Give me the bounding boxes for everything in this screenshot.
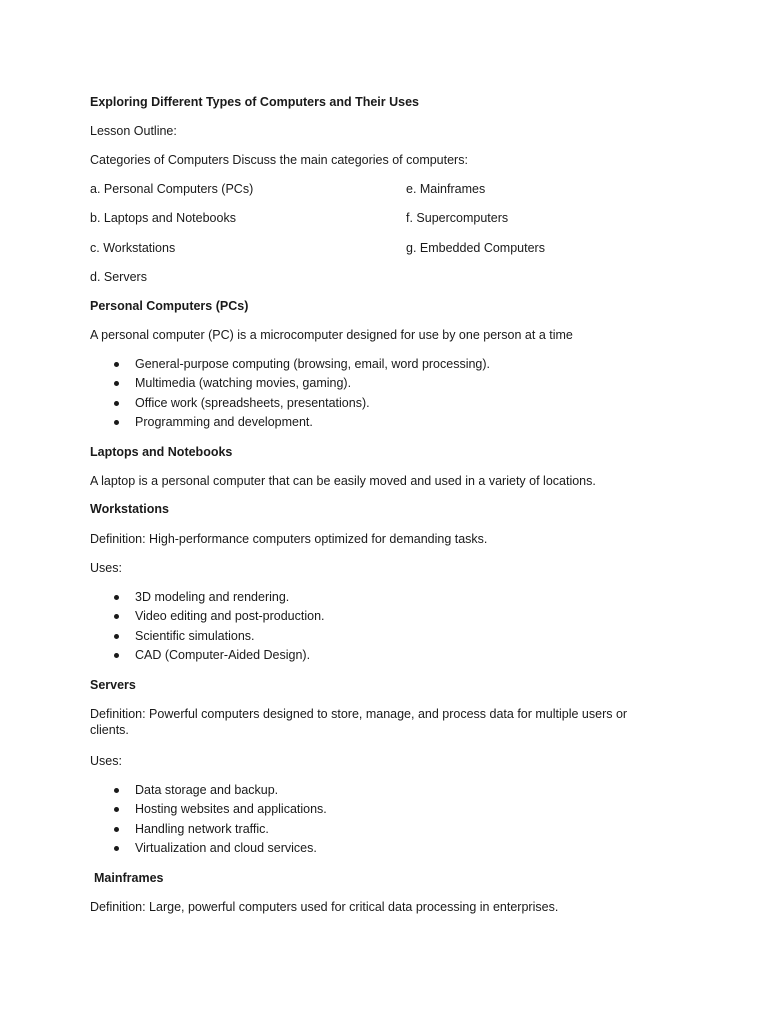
document-page: Exploring Different Types of Computers and Their Uses Lesson Outline: Categories of Computers Discuss the main categories of computers: a. Personal Computers (PCs) b. Laptops and Notebooks c. Workstations d. Servers e. Mainframes f. Supercomputers g. Embedded Computers Personal Computers (PCs) A personal computer (PC) is a microcomputer designed for use by one person at a time General-purpose computing (browsing, email, word processing). Multimedia (watching movies, gaming). Office work (spreadsheets, presentations). Programming and development. Laptops and Notebooks A laptop is a personal computer that can be easily moved and used in a variety of locations. Workstations Definition: High-performance computers optimized for demanding tasks. Uses: 3D modeling and rendering. Video editing and post-production. Scientific simulations. CAD (Computer-Aided Design). Servers Definition: Powerful computers designed to store, manage, and process data for multiple users or clients. Uses: Data storage and backup. Hosting websites and applications. Handling network traffic. Virtualization and cloud services. Mainframes Definition: Large, powerful computers used for critical data processing in enterprises. (0, 0, 768, 1024)
workstations-uses-label: Uses: (90, 561, 122, 575)
category-item: e. Mainframes (406, 182, 486, 196)
category-item: c. Workstations (90, 241, 176, 255)
category-item: f. Supercomputers (406, 211, 509, 225)
section-heading-mainframes: Mainframes (94, 871, 164, 885)
servers-uses-label: Uses: (90, 754, 122, 768)
section-heading-servers: Servers (90, 678, 136, 692)
document-title: Exploring Different Types of Computers and Their Uses (90, 95, 419, 109)
category-item: g. Embedded Computers (406, 241, 545, 255)
lesson-outline-label: Lesson Outline: (90, 124, 177, 138)
category-item: d. Servers (90, 270, 147, 284)
category-item: b. Laptops and Notebooks (90, 211, 236, 225)
pc-definition: A personal computer (PC) is a microcomputer designed for use by one person at a time (90, 328, 573, 342)
laptops-definition: A laptop is a personal computer that can be easily moved and used in a variety of locations. (90, 474, 596, 488)
section-heading-workstations: Workstations (90, 502, 169, 516)
category-item: a. Personal Computers (PCs) (90, 182, 254, 196)
workstations-definition: Definition: High-performance computers optimized for demanding tasks. (90, 532, 488, 546)
section-heading-laptops: Laptops and Notebooks (90, 445, 233, 459)
categories-intro: Categories of Computers Discuss the main categories of computers: (90, 153, 468, 167)
section-heading-pc: Personal Computers (PCs) (90, 299, 249, 313)
servers-definition: Definition: Powerful computers designed to store, manage, and process data for multiple users or clients. (90, 707, 628, 737)
mainframes-definition: Definition: Large, powerful computers used for critical data processing in enterprises. (90, 900, 559, 914)
